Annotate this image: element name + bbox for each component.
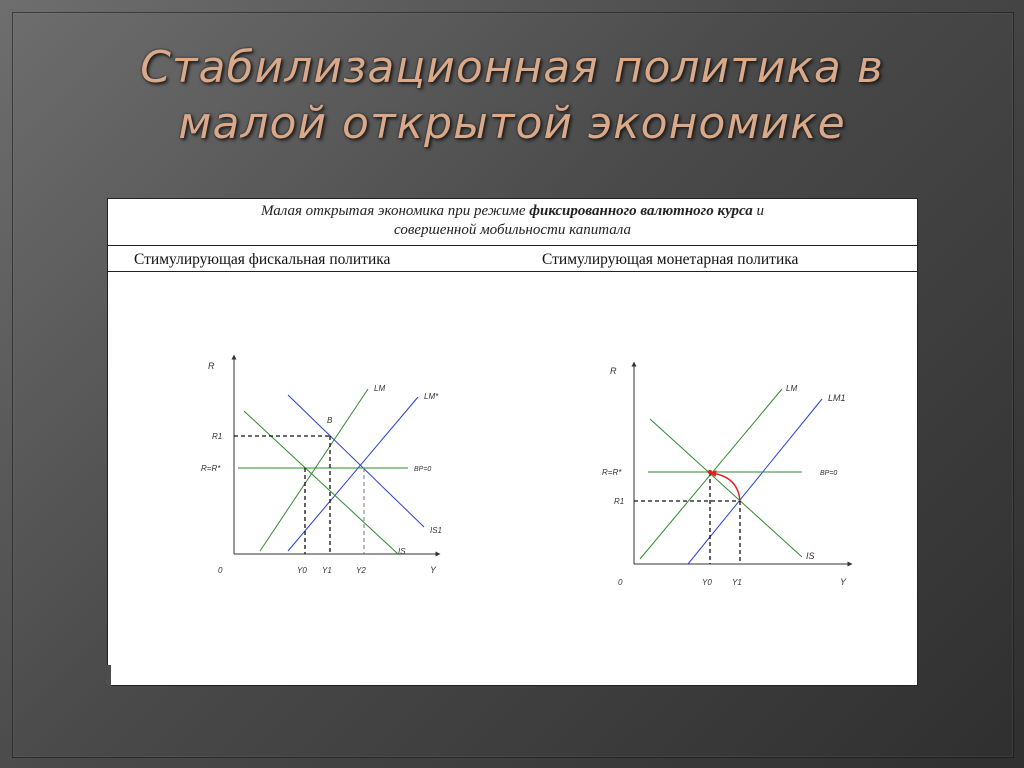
left-axis-r-label: R <box>208 361 215 371</box>
right-axis-r-label: R <box>610 366 617 376</box>
left-y2-label: Y2 <box>356 566 366 575</box>
left-lm-curve <box>260 389 368 551</box>
right-is-label: IS <box>806 551 815 561</box>
header-divider-bottom <box>108 271 917 272</box>
left-lm-label: LM <box>374 384 386 393</box>
slide-title <box>0 40 1024 152</box>
left-req-label: R=R* <box>201 464 221 473</box>
title-line-2: малой открытой экономике <box>178 98 846 149</box>
left-origin-label: 0 <box>218 566 223 575</box>
title-line-1: Стабилизационная политика в <box>140 42 884 93</box>
left-is-label: IS <box>398 547 406 556</box>
right-column-header: Стимулирующая монетарная политика <box>542 251 799 268</box>
right-lm1-label: LM1 <box>828 393 846 403</box>
left-bp-label: BP=0 <box>414 466 432 473</box>
right-y1-label: Y1 <box>732 578 742 587</box>
caption-bold: фиксированного валютного курса <box>529 203 753 219</box>
right-origin-label: 0 <box>618 578 623 587</box>
left-lm-star-curve <box>288 397 418 551</box>
table-caption <box>108 202 917 240</box>
left-axis-y-label: Y <box>430 565 437 575</box>
diagram-panel <box>107 198 918 686</box>
right-r1-label: R1 <box>614 497 625 506</box>
right-equilibrium-point <box>708 470 712 474</box>
right-axis-y-label: Y <box>840 577 847 587</box>
left-is1-label: IS1 <box>430 526 443 535</box>
left-lm-star-label: LM* <box>424 392 439 401</box>
panel-corner-shadow <box>107 665 111 687</box>
left-is-curve <box>244 411 398 554</box>
right-lm1-curve <box>688 399 822 564</box>
right-bp-label: BP=0 <box>820 470 838 477</box>
right-is-curve <box>650 419 802 557</box>
caption-part-2: и <box>752 203 765 219</box>
header-divider-top <box>108 245 917 246</box>
caption-part-1: Малая открытая экономика при режиме <box>260 203 530 219</box>
caption-line-2: совершенной мобильности капитала <box>394 222 631 238</box>
left-b-label: B <box>327 416 333 425</box>
fiscal-policy-graph <box>198 349 468 589</box>
left-r1-label: R1 <box>212 432 223 441</box>
right-req-label: R=R* <box>602 468 622 477</box>
right-y0-label: Y0 <box>702 578 712 587</box>
left-column-header: Стимулирующая фискальная политика <box>134 251 391 268</box>
left-y1-label: Y1 <box>322 566 332 575</box>
monetary-policy-graph <box>588 359 878 599</box>
right-lm-label: LM <box>786 384 798 393</box>
left-y0-label: Y0 <box>297 566 307 575</box>
